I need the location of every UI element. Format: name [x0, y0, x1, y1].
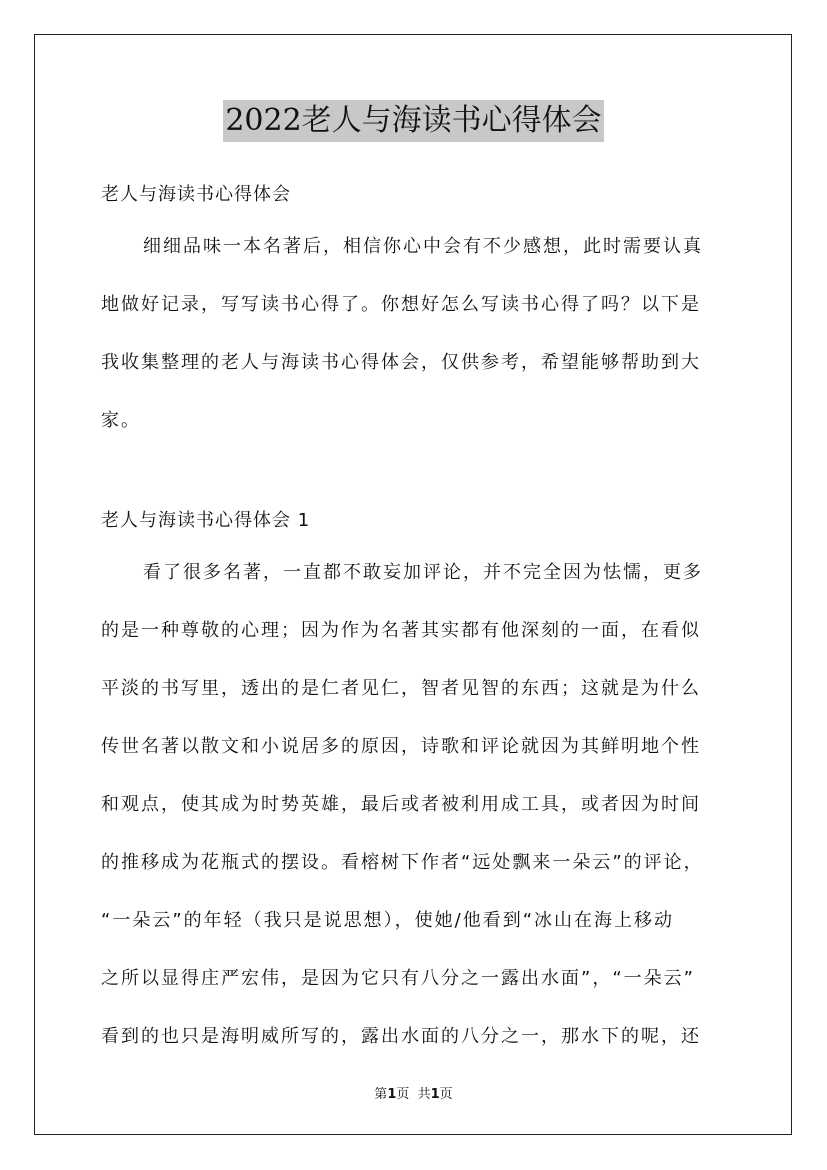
paragraph-line: 和观点，使其成为时势英雄，最后或者被利用成工具，或者因为时间 — [101, 794, 701, 815]
intro-line: 家。 — [101, 410, 141, 431]
paragraph-line: 的是一种尊敬的心理；因为作为名著其实都有他深刻的一面，在看似 — [101, 620, 701, 641]
document-title: 2022老人与海读书心得体会 — [223, 100, 603, 142]
paragraph-line: “一朵云”的年轻（我只是说思想），使她/他看到“冰山在海上移动 — [101, 910, 675, 931]
intro-paragraph — [101, 218, 741, 450]
section-heading: 老人与海读书心得体会 1 — [101, 510, 311, 531]
paragraph-line: 看了很多名著，一直都不敢妄加评论，并不完全因为怯懦，更多 — [143, 562, 703, 583]
section-paragraph — [101, 544, 741, 1066]
title-container — [0, 100, 827, 142]
page-footer — [0, 1083, 827, 1102]
footer-prefix: 第 — [374, 1087, 388, 1102]
footer-total-pages: 1 — [430, 1087, 440, 1102]
paragraph-line: 传世名著以散文和小说居多的原因，诗歌和评论就因为其鲜明地个性 — [101, 736, 701, 757]
paragraph-line: 的推移成为花瓶式的摆设。看榕树下作者“远处飘来一朵云”的评论， — [101, 852, 704, 873]
footer-page-number: 1 — [387, 1087, 397, 1102]
paragraph-line: 看到的也只是海明威所写的，露出水面的八分之一，那水下的呢，还 — [101, 1026, 701, 1047]
intro-line: 细细品味一本名著后，相信你心中会有不少感想，此时需要认真 — [143, 236, 703, 257]
footer-suffix: 页 — [439, 1087, 453, 1102]
footer-mid: 页 共 — [396, 1087, 431, 1102]
paragraph-line: 之所以显得庄严宏伟，是因为它只有八分之一露出水面”，“一朵云” — [101, 968, 695, 989]
intro-line: 地做好记录，写写读书心得了。你想好怎么写读书心得了吗？以下是 — [101, 294, 701, 315]
paragraph-line: 平淡的书写里，透出的是仁者见仁，智者见智的东西；这就是为什么 — [101, 678, 701, 699]
document-subtitle: 老人与海读书心得体会 — [101, 184, 291, 205]
intro-line: 我收集整理的老人与海读书心得体会，仅供参考，希望能够帮助到大 — [101, 352, 701, 373]
